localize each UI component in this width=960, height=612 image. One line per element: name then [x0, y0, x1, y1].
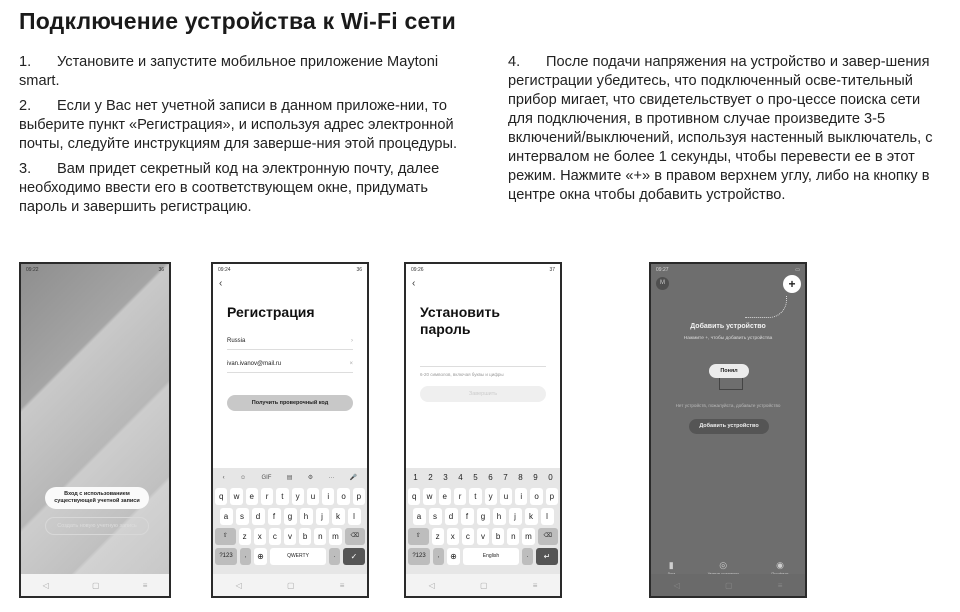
key[interactable]: 0 [548, 473, 553, 482]
key[interactable]: m [522, 528, 534, 545]
key[interactable]: p [353, 488, 365, 505]
shift-key-icon[interactable]: ⇧ [408, 528, 429, 545]
login-existing-account-button[interactable]: Вход с использованием существующей учетной записи [45, 487, 149, 509]
globe-key-icon[interactable]: ⊕ [447, 548, 460, 565]
key[interactable]: s [429, 508, 442, 525]
android-nav-bar [651, 574, 805, 596]
kb-back-icon[interactable]: ‹ [222, 474, 225, 481]
phone-password-screen [404, 262, 562, 598]
key[interactable]: z [432, 528, 444, 545]
backspace-key-icon[interactable]: ⌫ [345, 528, 366, 545]
instructions-right [508, 53, 938, 211]
chevron-right-icon: › [351, 338, 353, 344]
done-key-icon[interactable]: ✓ [343, 548, 365, 565]
period-key[interactable]: . [522, 548, 533, 565]
nav-menu-icon[interactable]: ≡ [339, 580, 345, 590]
globe-key-icon[interactable]: ⊕ [254, 548, 267, 565]
step-2: 2. Если у Вас нет учетной записи в данном приложе-нии, то выберите пункт «Регистрация», и используя адрес электронной почты, следуйте инструкциям для заверше-ния этой процедуры. [19, 98, 458, 152]
key[interactable]: n [314, 528, 326, 545]
key[interactable]: x [447, 528, 459, 545]
add-plus-button[interactable]: + [783, 275, 801, 293]
key-row-3 [215, 528, 365, 545]
key[interactable]: p [546, 488, 558, 505]
back-arrow-icon[interactable]: ‹ [412, 278, 416, 289]
bulb-icon: ◎ [719, 560, 728, 570]
key[interactable]: j [316, 508, 329, 525]
key[interactable]: o [530, 488, 542, 505]
key[interactable]: t [469, 488, 481, 505]
key[interactable]: v [284, 528, 296, 545]
key[interactable]: c [269, 528, 281, 545]
nav-menu-icon[interactable]: ≡ [777, 580, 783, 590]
password-heading: Установить пароль [420, 304, 500, 337]
key-row-4 [408, 548, 558, 565]
key[interactable]: h [493, 508, 506, 525]
password-input[interactable] [420, 366, 546, 367]
emoji-icon[interactable]: ☺ [239, 474, 247, 481]
nav-back-icon[interactable]: ◁ [673, 580, 680, 590]
key-row-2 [215, 508, 365, 525]
key[interactable]: g [477, 508, 490, 525]
key[interactable]: g [284, 508, 297, 525]
key[interactable]: w [230, 488, 242, 505]
battery-icon: ▭ [795, 267, 800, 273]
key[interactable]: r [454, 488, 466, 505]
period-key[interactable]: . [329, 548, 340, 565]
step-1: 1. Установите и запустите мобильное приложение Maytoni smart. [19, 54, 439, 89]
key[interactable]: w [423, 488, 435, 505]
key[interactable]: a [413, 508, 426, 525]
add-device-subtitle: Нажмите +, чтобы добавить устройства [683, 336, 773, 341]
email-field[interactable]: ivan.ivanov@mail.ru × [227, 361, 353, 373]
create-account-button[interactable]: Создать новую учетную запись [45, 517, 149, 535]
key-row-2 [408, 508, 558, 525]
key[interactable]: d [445, 508, 458, 525]
key[interactable]: j [509, 508, 522, 525]
avatar[interactable]: M [656, 277, 669, 290]
get-code-button[interactable]: Получить проверочный код [227, 395, 353, 411]
nav-back-icon[interactable]: ◁ [42, 580, 49, 590]
key-row-3 [408, 528, 558, 545]
key[interactable]: y [292, 488, 304, 505]
android-nav-bar [213, 574, 367, 596]
more-icon[interactable]: ··· [328, 474, 335, 481]
nav-home-icon[interactable]: ▢ [91, 580, 100, 590]
hint-arrow [745, 296, 787, 318]
step-3: 3. Вам придет секретный код на электронную почту, далее необходимо ввести его в соответствующем окне, придумать пароль и завершить регистрацию. [19, 161, 440, 215]
key[interactable]: o [337, 488, 349, 505]
finish-button[interactable]: Завершить [420, 386, 546, 402]
no-devices-text: Нет устройств, пожалуйста, добавьте устройство [675, 403, 781, 408]
status-bar: 09:24 36 [218, 267, 362, 273]
nav-menu-icon[interactable]: ≡ [142, 580, 148, 590]
page-title: Подключение устройства к Wi-Fi сети [19, 8, 456, 34]
instructions-left [19, 53, 469, 223]
key[interactable]: f [461, 508, 474, 525]
key[interactable]: b [299, 528, 311, 545]
key[interactable]: u [307, 488, 319, 505]
password-hint: 6-20 символов, включая буквы и цифры [420, 372, 504, 377]
key[interactable]: q [215, 488, 227, 505]
key[interactable]: 7 [503, 473, 508, 482]
android-nav-bar [21, 574, 169, 596]
comma-key[interactable]: , [240, 548, 251, 565]
clipboard-icon[interactable]: ▤ [286, 475, 293, 481]
key[interactable]: 2 [428, 473, 433, 482]
comma-key[interactable]: , [433, 548, 444, 565]
key-row-1 [408, 488, 558, 505]
key[interactable]: u [500, 488, 512, 505]
add-device-button[interactable]: Добавить устройство [689, 419, 769, 434]
key[interactable]: k [332, 508, 345, 525]
key[interactable]: 6 [488, 473, 493, 482]
gif-button[interactable]: GIF [261, 474, 272, 481]
key[interactable]: z [239, 528, 251, 545]
phone-login-screen [19, 262, 171, 598]
key[interactable]: k [525, 508, 538, 525]
key[interactable]: 5 [473, 473, 478, 482]
key[interactable]: s [236, 508, 249, 525]
settings-icon[interactable]: ⚙ [307, 475, 314, 481]
backspace-key-icon[interactable]: ⌫ [538, 528, 559, 545]
keyboard-toolbar [215, 470, 365, 485]
country-select[interactable]: Russia › [227, 338, 353, 350]
add-device-title: Добавить устройство [690, 323, 766, 330]
key[interactable]: n [507, 528, 519, 545]
android-nav-bar [406, 574, 560, 596]
status-bar: 09:27 ▭ [656, 267, 800, 273]
keyboard-qwerty [213, 468, 367, 578]
step-4: 4. После подачи напряжения на устройство и завер-шения регистрации убедитесь, что подключенный осве-тительный прибор мигает, что свидетельствует о про-цессе поиска сети для подключения, в противном случае произведите 3-5 включений/выключений, используя настенный выключатель, с интервалом не более 1 секунды, чтобы перевести ее в этот режим. Нажмите «+» в правом верхнем углу, либо на кнопку в центре окна чтобы добавить устройство. [508, 54, 933, 203]
key[interactable]: 1 [413, 473, 418, 482]
key[interactable]: l [541, 508, 554, 525]
nav-menu-icon[interactable]: ≡ [532, 580, 538, 590]
key-row-4 [215, 548, 365, 565]
key[interactable]: 4 [458, 473, 463, 482]
key[interactable]: 9 [533, 473, 538, 482]
symbols-key[interactable]: ?123 [408, 548, 430, 565]
shift-key-icon[interactable]: ⇧ [215, 528, 236, 545]
space-key[interactable]: QWERTY [270, 548, 326, 565]
nav-home-icon[interactable]: ▢ [286, 580, 295, 590]
number-row [408, 470, 558, 485]
nav-back-icon[interactable]: ◁ [428, 580, 435, 590]
key[interactable]: v [477, 528, 489, 545]
status-bar: 09:26 37 [411, 267, 555, 273]
keyboard-english [406, 468, 560, 578]
key[interactable]: f [268, 508, 281, 525]
key[interactable]: c [462, 528, 474, 545]
key[interactable]: q [408, 488, 420, 505]
battery-icon: 36 [158, 267, 164, 273]
key[interactable]: r [261, 488, 273, 505]
mic-icon[interactable]: 🎤 [349, 475, 358, 481]
key[interactable]: e [246, 488, 258, 505]
key[interactable]: x [254, 528, 266, 545]
key[interactable]: 3 [443, 473, 448, 482]
key[interactable]: h [300, 508, 313, 525]
key[interactable]: t [276, 488, 288, 505]
status-bar: 09:22 36 [26, 267, 164, 273]
nav-back-icon[interactable]: ◁ [235, 580, 242, 590]
symbols-key[interactable]: ?123 [215, 548, 237, 565]
key[interactable]: l [348, 508, 361, 525]
key[interactable]: m [329, 528, 341, 545]
battery-icon: 37 [549, 267, 555, 273]
profile-icon: ◉ [776, 560, 784, 570]
key[interactable]: b [492, 528, 504, 545]
nav-home-icon[interactable]: ▢ [479, 580, 488, 590]
clear-icon[interactable]: × [349, 361, 353, 367]
key[interactable]: a [220, 508, 233, 525]
key-row-1 [215, 488, 365, 505]
phone-registration-screen [211, 262, 369, 598]
battery-icon: 36 [356, 267, 362, 273]
got-it-button[interactable]: Понял [709, 364, 749, 378]
enter-key-icon[interactable]: ↵ [536, 548, 558, 565]
house-icon: ▮ [668, 560, 674, 570]
key[interactable]: d [252, 508, 265, 525]
nav-home-icon[interactable]: ▢ [724, 580, 733, 590]
key[interactable]: y [485, 488, 497, 505]
key[interactable]: i [515, 488, 527, 505]
key[interactable]: i [322, 488, 334, 505]
registration-heading: Регистрация [227, 304, 315, 320]
back-arrow-icon[interactable]: ‹ [219, 278, 223, 289]
key[interactable]: e [439, 488, 451, 505]
space-key[interactable]: English [463, 548, 519, 565]
key[interactable]: 8 [518, 473, 523, 482]
phone-add-device-screen [649, 262, 807, 598]
